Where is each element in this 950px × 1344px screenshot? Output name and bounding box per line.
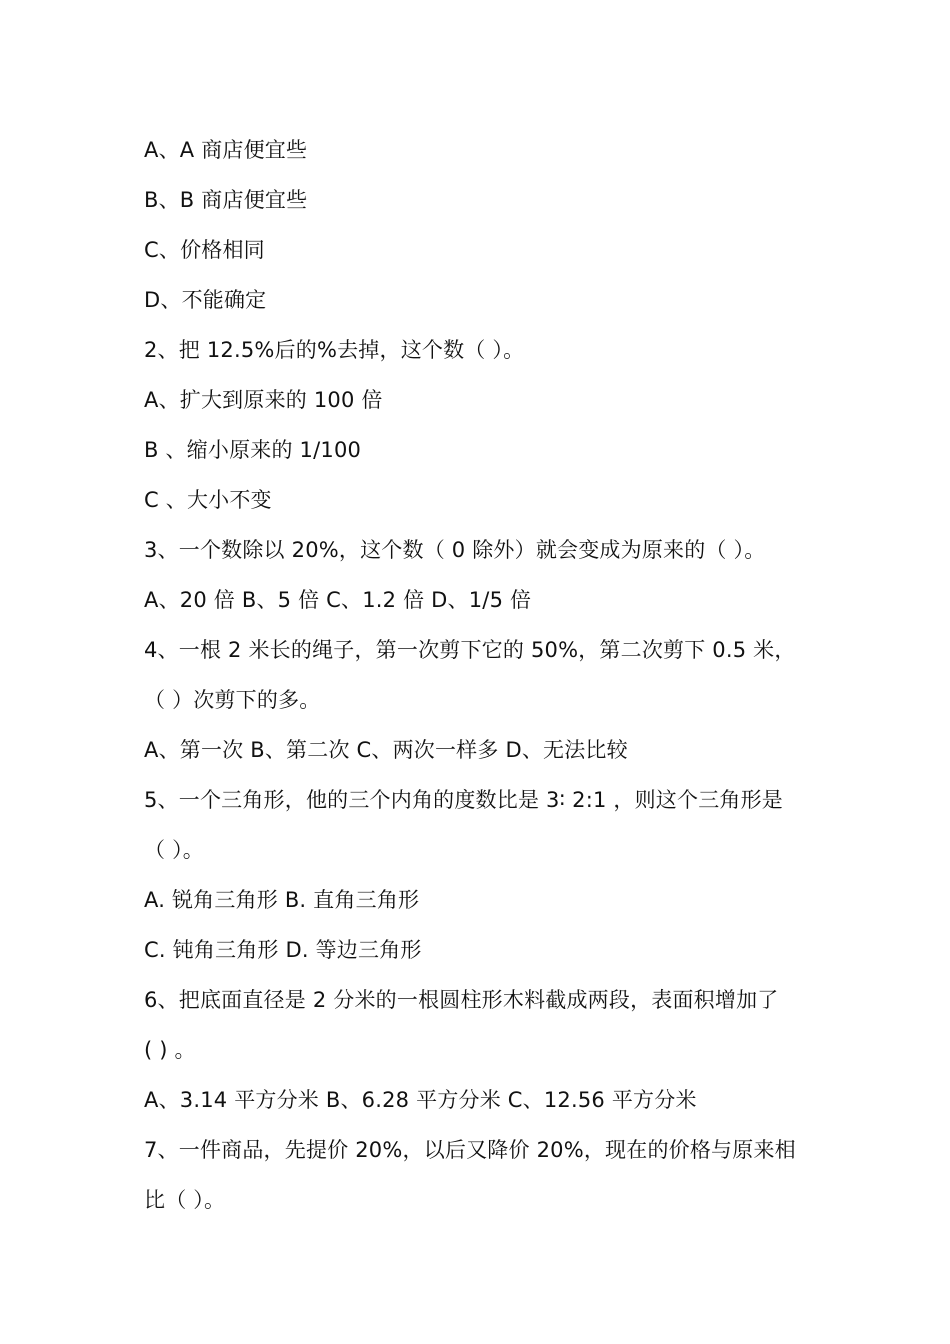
- question-2-option-a: A、扩大到原来的 100 倍: [144, 388, 383, 412]
- question-4-line-2: （ ）次剪下的多。: [144, 688, 321, 712]
- question-2: 2、把 12.5%后的%去掉，这个数（ ）。: [144, 338, 525, 362]
- question-3: 3、一个数除以 20%，这个数（ 0 除外）就会变成为原来的（ ）。: [144, 538, 766, 562]
- question-7-line-2: 比（ ）。: [144, 1188, 226, 1212]
- question-2-option-c: C 、大小不变: [144, 488, 272, 512]
- question-4-options: A、第一次 B、第二次 C、两次一样多 D、无法比较: [144, 738, 628, 762]
- question-6-line-2: ( ) 。: [144, 1038, 196, 1062]
- question-5-line-1: 5、一个三角形，他的三个内角的度数比是 3∶ 2:1 ，则这个三角形是: [144, 788, 784, 812]
- question-5-options-cd: C. 钝角三角形 D. 等边三角形: [144, 938, 422, 962]
- option-b-shop-b: B、B 商店便宜些: [144, 188, 308, 212]
- question-5-options-ab: A. 锐角三角形 B. 直角三角形: [144, 888, 420, 912]
- question-2-option-b: B 、缩小原来的 1/100: [144, 438, 362, 462]
- question-7-line-1: 7、一件商品，先提价 20%，以后又降价 20%，现在的价格与原来相: [144, 1138, 796, 1162]
- option-a-shop-a: A、A 商店便宜些: [144, 138, 308, 162]
- question-6-options: A、3.14 平方分米 B、6.28 平方分米 C、12.56 平方分米: [144, 1088, 697, 1112]
- question-4-line-1: 4、一根 2 米长的绳子，第一次剪下它的 50%，第二次剪下 0.5 米，: [144, 638, 796, 662]
- question-6-line-1: 6、把底面直径是 2 分米的一根圆柱形木料截成两段，表面积增加了: [144, 988, 779, 1012]
- question-5-line-2: （ ）。: [144, 838, 204, 862]
- option-c-same-price: C、价格相同: [144, 238, 265, 262]
- option-d-uncertain: D、不能确定: [144, 288, 267, 312]
- question-3-options: A、20 倍 B、5 倍 C、1.2 倍 D、1/5 倍: [144, 588, 532, 612]
